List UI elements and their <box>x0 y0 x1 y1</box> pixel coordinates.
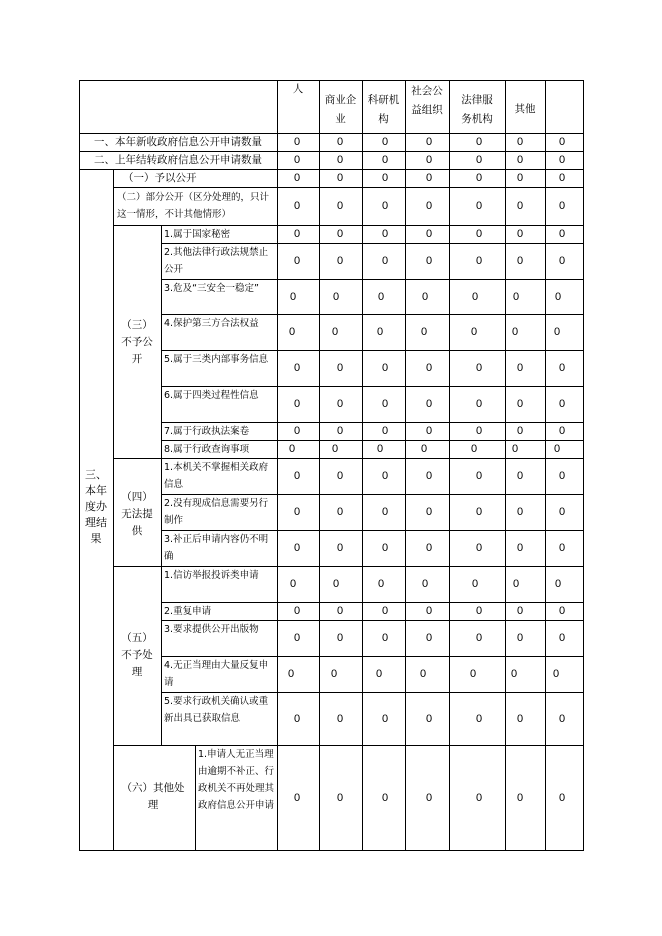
group-g6-item-value: 0 <box>381 792 389 804</box>
row-new-applications-value: 0 <box>516 136 524 148</box>
group-g3-item-value: 0 <box>475 228 483 240</box>
group-g6-item-value: 0 <box>425 792 433 804</box>
group-g4-item-value: 0 <box>381 542 389 554</box>
group-g4-item-value: 0 <box>558 470 566 482</box>
group-g6-item-label: 1.申请人无正当理由逾期不补正、行政机关不再处理其政府信息公开申请 <box>198 749 274 811</box>
group-g3-item-value: 0 <box>558 425 566 437</box>
group-1-value: 0 <box>336 172 344 184</box>
group-g4-item-label: 3.补正后申请内容仍不明确 <box>164 534 269 562</box>
group-g5-item-value: 0 <box>558 713 566 725</box>
group-1-value: 0 <box>475 172 483 184</box>
group-g4-item-value: 0 <box>475 542 483 554</box>
group-g3-item-value: 0 <box>470 326 478 338</box>
section-three-label: 三、本年度办理结果 <box>85 468 107 545</box>
group-g5-item-value: 0 <box>425 713 433 725</box>
group-g3-item-value: 0 <box>331 326 339 338</box>
group-g4-item-value: 0 <box>516 506 524 518</box>
group-g3-item-value: 0 <box>512 291 520 303</box>
group-g5-item-label: 1.信访举报投诉类申请 <box>164 570 259 581</box>
group-1-value: 0 <box>425 172 433 184</box>
group-g3-item-label: 3.危及“三安全一稳定” <box>164 283 259 294</box>
group-g3-item-value: 0 <box>420 443 428 455</box>
row-carried-over-value: 0 <box>475 154 483 166</box>
group-g3-item-value: 0 <box>558 362 566 374</box>
group-g5-item-value: 0 <box>516 632 524 644</box>
group-g3-item-value: 0 <box>293 362 301 374</box>
group-g5-item-label: 2.重复申请 <box>164 606 212 617</box>
group-g3-item-value: 0 <box>336 228 344 240</box>
group-g5-item-value: 0 <box>293 713 301 725</box>
header-natural-person: 人 <box>292 83 304 95</box>
group-g6-item-value: 0 <box>475 792 483 804</box>
group-g3-item-value: 0 <box>553 443 561 455</box>
group-g5-item-value: 0 <box>377 578 385 590</box>
group-g5-item-value: 0 <box>512 578 520 590</box>
group-g3-item-value: 0 <box>558 398 566 410</box>
group-g5-item-value: 0 <box>475 605 483 617</box>
row-carried-over-value: 0 <box>293 154 301 166</box>
group-g5-item-value: 0 <box>554 578 562 590</box>
group-g4-item-value: 0 <box>293 506 301 518</box>
group-g3-item-value: 0 <box>288 443 296 455</box>
group-g3-item-value: 0 <box>336 255 344 267</box>
group-g3-item-value: 0 <box>289 291 297 303</box>
group-g3-item-value: 0 <box>381 425 389 437</box>
group-g3-item-value: 0 <box>381 255 389 267</box>
group-g6-item-value: 0 <box>336 792 344 804</box>
group-g4-item-label: 2.没有现成信息需要另行制作 <box>164 498 269 526</box>
group-g4-item-value: 0 <box>336 506 344 518</box>
group-g4-item-label: 1.本机关不掌握相关政府信息 <box>164 462 269 490</box>
group-g5-item-value: 0 <box>419 668 427 680</box>
group-g3-item-value: 0 <box>376 443 384 455</box>
group-g5-item-value: 0 <box>381 713 389 725</box>
group-g5-item-value: 0 <box>332 578 340 590</box>
group-g3-item-value: 0 <box>425 255 433 267</box>
group-g4-item-value: 0 <box>381 506 389 518</box>
group-g5-item-value: 0 <box>336 632 344 644</box>
group-2-value: 0 <box>293 200 301 212</box>
row-carried-over-label: 二、上年结转政府信息公开申请数量 <box>94 154 262 166</box>
row-carried-over-value: 0 <box>425 154 433 166</box>
group-g5-item-value: 0 <box>287 668 295 680</box>
group-g5-item-value: 0 <box>425 632 433 644</box>
header-col5: 法律服务机构 <box>461 94 493 125</box>
group-g6-item-value: 0 <box>293 792 301 804</box>
group-2-value: 0 <box>381 200 389 212</box>
group-g6-label: （六）其他处理 <box>121 782 185 811</box>
group-g3-item-value: 0 <box>475 362 483 374</box>
group-1-value: 0 <box>558 172 566 184</box>
group-g3-item-value: 0 <box>558 228 566 240</box>
group-g3-item-value: 0 <box>516 425 524 437</box>
group-g4-item-value: 0 <box>425 470 433 482</box>
group-g5-item-value: 0 <box>421 578 429 590</box>
group-g3-item-value: 0 <box>475 425 483 437</box>
group-g3-item-value: 0 <box>332 291 340 303</box>
group-2-value: 0 <box>336 200 344 212</box>
group-g3-item-value: 0 <box>377 291 385 303</box>
row-new-applications-value: 0 <box>425 136 433 148</box>
group-g3-item-value: 0 <box>420 326 428 338</box>
group-g4-item-value: 0 <box>336 470 344 482</box>
group-g3-item-value: 0 <box>336 425 344 437</box>
group-g3-item-value: 0 <box>336 362 344 374</box>
group-g5-item-value: 0 <box>293 632 301 644</box>
header-total-cell <box>545 80 584 134</box>
header-blank-cell <box>79 80 278 134</box>
group-g3-item-value: 0 <box>293 425 301 437</box>
row-new-applications-value: 0 <box>381 136 389 148</box>
group-g5-item-value: 0 <box>381 605 389 617</box>
group-g5-item-value: 0 <box>336 713 344 725</box>
row-carried-over-value: 0 <box>516 154 524 166</box>
group-g3-item-label: 2.其他法律行政法规禁止公开 <box>164 247 269 275</box>
group-g5-item-value: 0 <box>375 668 383 680</box>
group-g5-label: （五）不予处理 <box>121 632 153 678</box>
group-g3-item-value: 0 <box>381 228 389 240</box>
group-g3-item-value: 0 <box>516 362 524 374</box>
group-g3-item-value: 0 <box>381 362 389 374</box>
group-1-label: （一）予以公开 <box>123 172 197 184</box>
group-1-value: 0 <box>381 172 389 184</box>
group-g5-item-value: 0 <box>516 713 524 725</box>
group-g3-item-value: 0 <box>288 326 296 338</box>
group-g3-item-value: 0 <box>511 326 519 338</box>
group-g4-item-value: 0 <box>381 470 389 482</box>
group-g4-item-value: 0 <box>293 542 301 554</box>
group-2-value: 0 <box>425 200 433 212</box>
group-g3-item-value: 0 <box>336 398 344 410</box>
row-carried-over-value: 0 <box>381 154 389 166</box>
group-g4-item-value: 0 <box>293 470 301 482</box>
group-g3-item-value: 0 <box>376 326 384 338</box>
group-g3-item-label: 7.属于行政执法案卷 <box>164 426 250 437</box>
group-g5-item-value: 0 <box>558 632 566 644</box>
group-g4-item-value: 0 <box>475 470 483 482</box>
group-g3-item-value: 0 <box>475 255 483 267</box>
header-col6: 其他 <box>514 103 536 115</box>
group-g3-item-value: 0 <box>516 398 524 410</box>
group-g3-item-value: 0 <box>425 362 433 374</box>
group-g6-item-value: 0 <box>558 792 566 804</box>
group-g3-item-label: 6.属于四类过程性信息 <box>164 390 259 401</box>
group-g5-item-label: 3.要求提供公开出版物 <box>164 624 259 635</box>
group-2-value: 0 <box>475 200 483 212</box>
group-g3-item-value: 0 <box>425 228 433 240</box>
group-g3-item-label: 8.属于行政查询事项 <box>164 444 250 455</box>
group-g5-item-value: 0 <box>469 668 477 680</box>
group-g3-item-value: 0 <box>511 443 519 455</box>
group-1-value: 0 <box>516 172 524 184</box>
group-g5-item-value: 0 <box>330 668 338 680</box>
row-new-applications-label: 一、本年新收政府信息公开申请数量 <box>94 136 262 148</box>
group-2-label: （二）部分公开（区分处理的，只计这一情形，不计其他情形） <box>117 192 270 220</box>
group-g5-item-value: 0 <box>475 632 483 644</box>
group-g4-item-value: 0 <box>425 506 433 518</box>
group-g5-item-label: 4.无正当理由大量反复申请 <box>164 660 269 688</box>
group-g5-item-value: 0 <box>516 605 524 617</box>
group-g5-item-value: 0 <box>471 578 479 590</box>
group-g3-item-value: 0 <box>381 398 389 410</box>
group-g3-item-value: 0 <box>516 228 524 240</box>
group-g5-item-value: 0 <box>336 605 344 617</box>
group-g4-item-value: 0 <box>475 506 483 518</box>
group-g5-item-value: 0 <box>475 713 483 725</box>
group-2-value: 0 <box>516 200 524 212</box>
row-new-applications-value: 0 <box>475 136 483 148</box>
group-g5-item-value: 0 <box>289 578 297 590</box>
group-g3-item-value: 0 <box>475 398 483 410</box>
group-2-value: 0 <box>558 200 566 212</box>
group-g4-item-value: 0 <box>516 470 524 482</box>
group-g3-item-value: 0 <box>470 443 478 455</box>
row-new-applications-value: 0 <box>558 136 566 148</box>
group-g5-item-value: 0 <box>558 605 566 617</box>
group-g4-item-value: 0 <box>425 542 433 554</box>
group-g3-item-label: 5.属于三类内部事务信息 <box>164 354 269 365</box>
group-g3-item-value: 0 <box>293 228 301 240</box>
group-g3-item-value: 0 <box>554 291 562 303</box>
group-g3-item-value: 0 <box>293 255 301 267</box>
group-g4-item-value: 0 <box>336 542 344 554</box>
group-g5-item-value: 0 <box>425 605 433 617</box>
group-g3-item-value: 0 <box>421 291 429 303</box>
group-g3-item-label: 1.属于国家秘密 <box>164 229 231 240</box>
group-g3-item-value: 0 <box>425 398 433 410</box>
group-g3-item-value: 0 <box>553 326 561 338</box>
group-g6-item-value: 0 <box>516 792 524 804</box>
row-new-applications-value: 0 <box>336 136 344 148</box>
group-g5-item-label: 5.要求行政机关确认或重新出具已获取信息 <box>164 696 269 724</box>
header-col3: 科研机构 <box>367 94 400 125</box>
group-g3-item-value: 0 <box>516 255 524 267</box>
row-carried-over-value: 0 <box>558 154 566 166</box>
group-g3-item-value: 0 <box>425 425 433 437</box>
group-g4-item-value: 0 <box>558 506 566 518</box>
group-g4-label: （四）无法提供 <box>121 491 153 537</box>
group-g3-item-value: 0 <box>558 255 566 267</box>
group-g5-item-value: 0 <box>510 668 518 680</box>
row-new-applications-value: 0 <box>293 136 301 148</box>
group-1-value: 0 <box>293 172 301 184</box>
group-g4-item-value: 0 <box>558 542 566 554</box>
group-g5-item-value: 0 <box>381 632 389 644</box>
group-g3-label: （三）不予公开 <box>121 319 153 365</box>
group-g5-item-value: 0 <box>293 605 301 617</box>
group-g5-item-value: 0 <box>552 668 560 680</box>
header-col4: 社会公益组织 <box>411 85 443 116</box>
row-carried-over-value: 0 <box>336 154 344 166</box>
group-g3-item-value: 0 <box>471 291 479 303</box>
group-g4-item-value: 0 <box>516 542 524 554</box>
header-col2: 商业企业 <box>324 94 357 125</box>
group-g3-item-value: 0 <box>293 398 301 410</box>
group-g3-item-label: 4.保护第三方合法权益 <box>164 318 259 329</box>
group-g3-item-value: 0 <box>331 443 339 455</box>
